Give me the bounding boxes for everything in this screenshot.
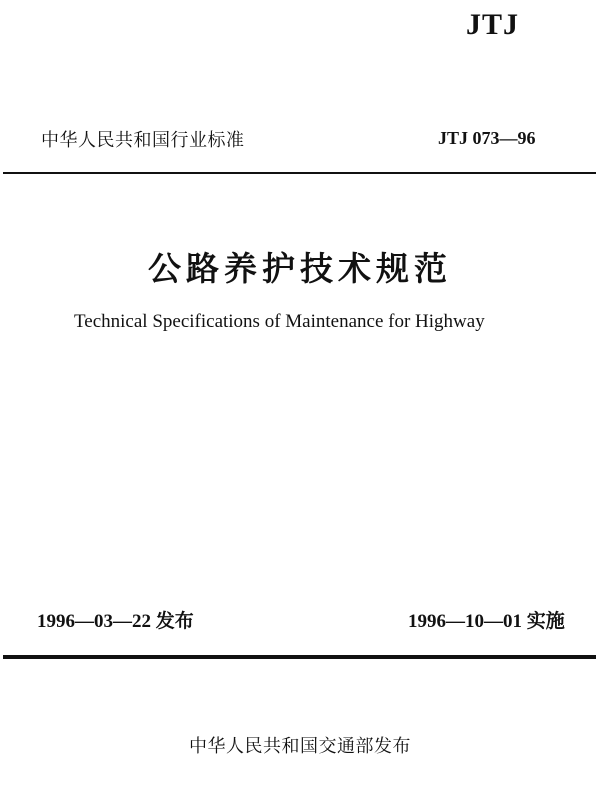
document-title-chinese: 公路养护技术规范: [148, 249, 452, 288]
standard-code-header: JTJ: [466, 8, 520, 41]
implementation-date: 1996—10—01 实施: [408, 611, 565, 632]
top-divider: [3, 172, 596, 174]
document-title-english: Technical Specifications of Maintenance for Highway: [74, 311, 485, 332]
standard-category: 中华人民共和国行业标准: [41, 130, 245, 151]
standard-number: JTJ 073—96: [438, 128, 536, 148]
issue-date: 1996—03—22 发布: [37, 611, 194, 632]
bottom-divider: [3, 655, 596, 659]
publisher: 中华人民共和国交通部发布: [189, 736, 411, 757]
